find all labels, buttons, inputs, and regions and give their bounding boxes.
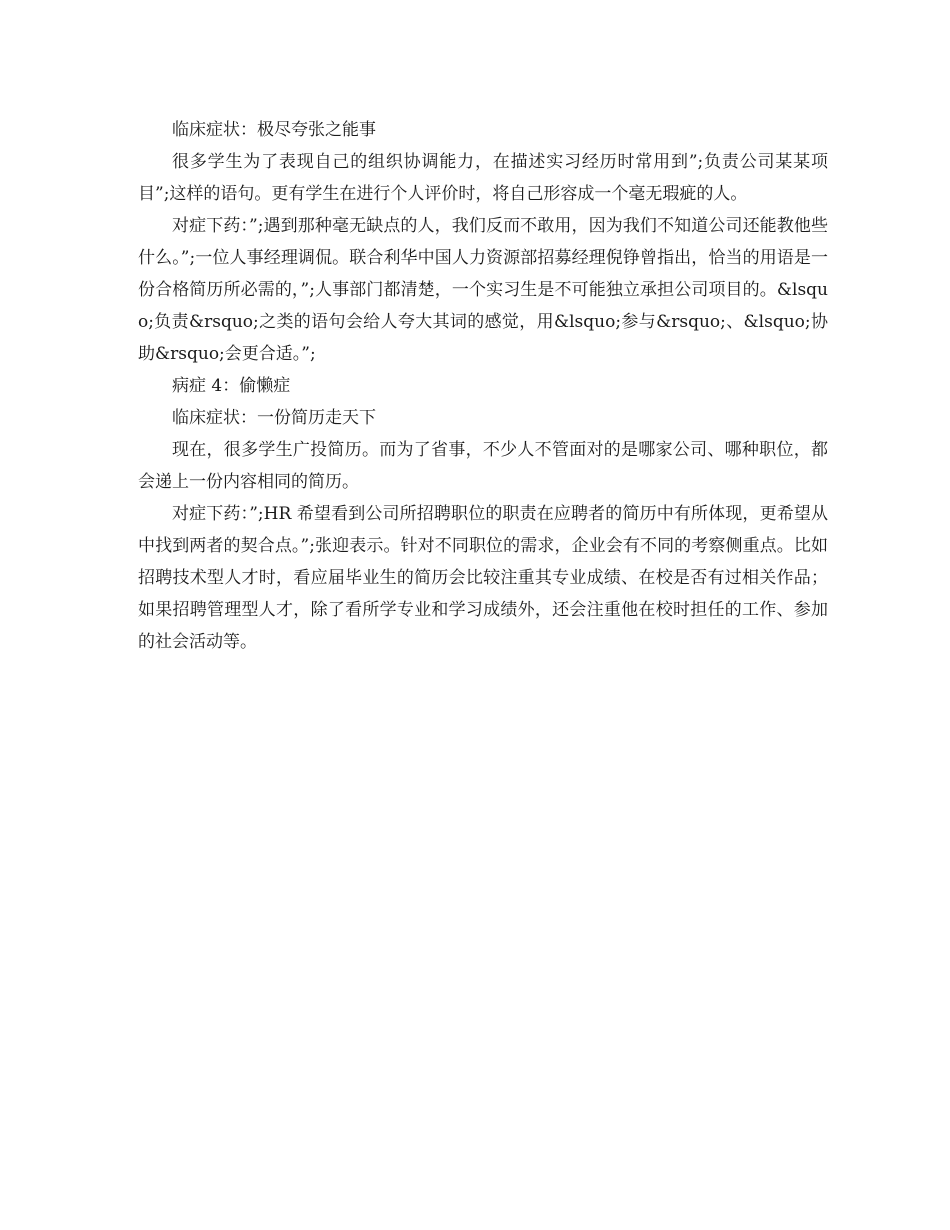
paragraph-one-resume-remedy: 对症下药：”;HR 希望看到公司所招聘职位的职责在应聘者的简历中有所体现，更希望从中找到两者的契合点。”;张迎表示。针对不同职位的需求，企业会有不同的考察侧重点。比如招聘技术型人才时，看应届毕业生的简历会比较注重其专业成绩、在校是否有过相关作品；如果招聘管理型人才，除了看所学专业和学习成绩外，还会注重他在校时担任的工作、参加的社会活动等。	[138, 504, 828, 652]
paragraph-exaggeration-description: 很多学生为了表现自己的组织协调能力，在描述实习经历时常用到”;负责公司某某项目”;这样的语句。更有学生在进行个人评价时，将自己形容成一个毫无瑕疵的人。	[138, 152, 828, 204]
paragraph-illness-4-heading: 病症 4：偷懒症	[172, 376, 291, 396]
paragraph-symptom-one-resume: 临床症状：一份简历走天下	[172, 408, 376, 428]
paragraph-symptom-exaggeration: 临床症状：极尽夸张之能事	[172, 120, 376, 140]
paragraph-exaggeration-remedy: 对症下药：”;遇到那种毫无缺点的人，我们反而不敢用，因为我们不知道公司还能教他些什么。”;一位人事经理调侃。联合利华中国人力资源部招募经理倪铮曾指出，恰当的用语是一份合格简历所必需的，”;人事部门都清楚，一个实习生是不可能独立承担公司项目的。&lsquo;负责&rsquo;之类的语句会给人夸大其词的感觉，用&lsquo;参与&rsquo;、&lsquo;协助&rsquo;会更合适。”;	[138, 216, 828, 364]
paragraph-one-resume-description: 现在，很多学生广投简历。而为了省事，不少人不管面对的是哪家公司、哪种职位，都会递上一份内容相同的简历。	[138, 440, 828, 492]
document-body	[138, 114, 828, 658]
